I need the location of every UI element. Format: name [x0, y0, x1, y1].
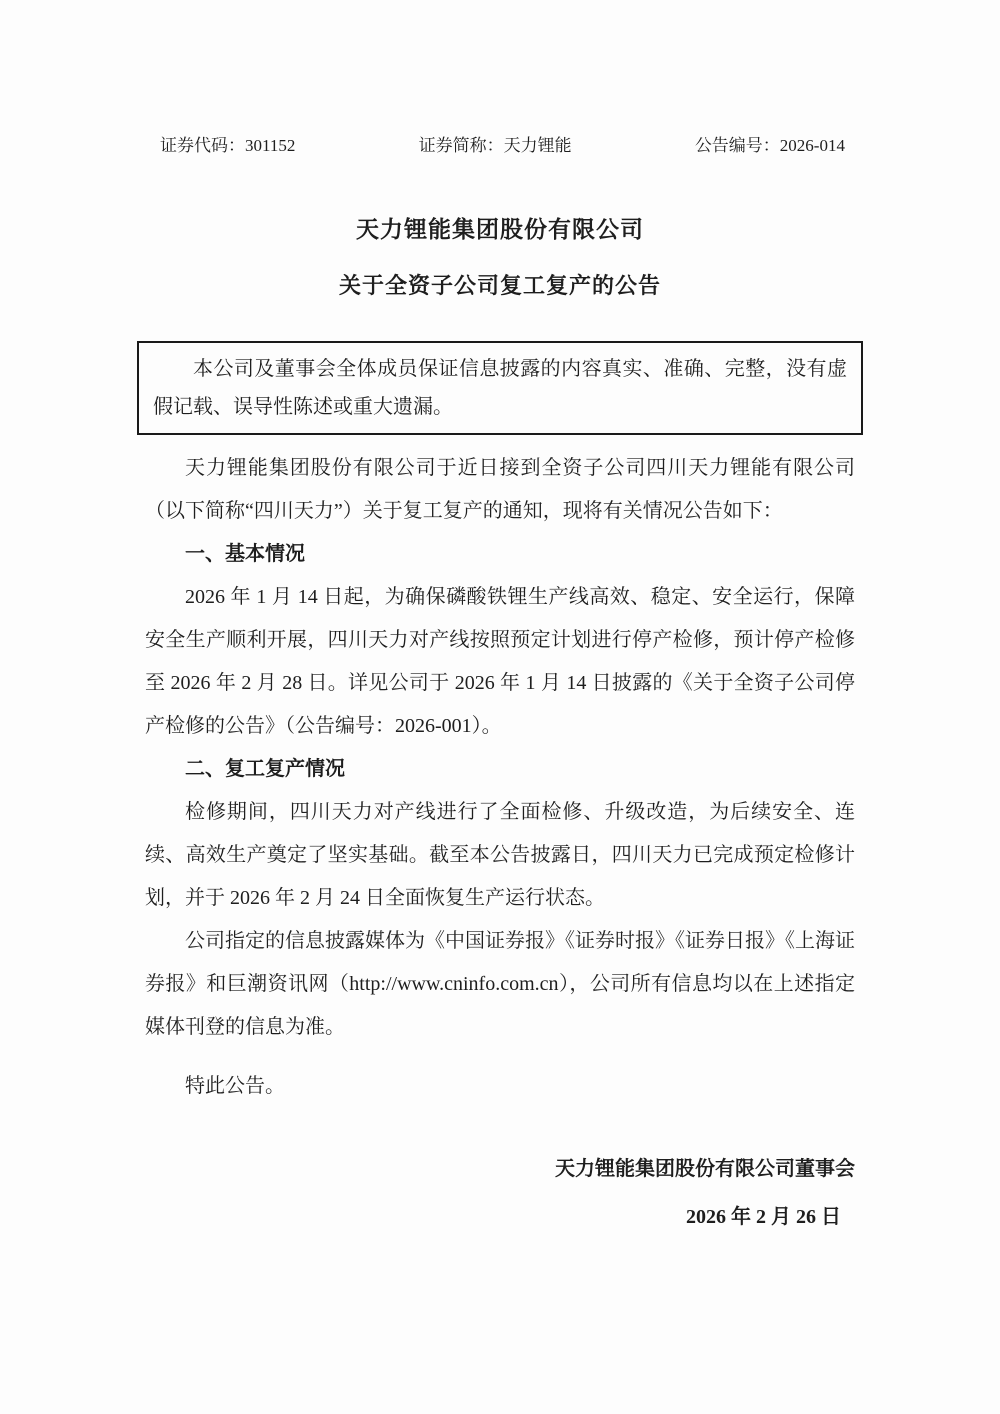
stock-code: 证券代码：301152 — [160, 136, 296, 155]
announcement-number: 公告编号：2026-014 — [694, 136, 845, 155]
document-header — [145, 135, 855, 157]
page-title: 天力锂能集团股份有限公司 — [356, 217, 644, 242]
section-1-paragraph: 2026 年 1 月 14 日起，为确保磷酸铁锂生产线高效、稳定、安全运行，保障安全生产顺利开展，四川天力对产线按照预定计划进行停产检修，预计停产检修至 2026 年 2 月 28 日。详见公司于 2026 年 1 月 14 日披露的《关于全资子公司停产检修的公告》（公告编号：2026-001）。 — [145, 586, 855, 737]
closing-statement: 特此公告。 — [185, 1075, 285, 1097]
page-subtitle: 关于全资子公司复工复产的公告 — [338, 273, 661, 298]
disclaimer-box — [137, 341, 863, 435]
intro-paragraph: 天力锂能集团股份有限公司于近日接到全资子公司四川天力锂能有限公司（以下简称“四川天力”）关于复工复产的通知，现将有关情况公告如下： — [145, 457, 855, 522]
section-1-heading: 一、基本情况 — [185, 543, 305, 565]
signature-date: 2026 年 2 月 26 日 — [686, 1206, 841, 1228]
section-2-heading: 二、复工复产情况 — [185, 758, 345, 780]
section-2-paragraph-1: 检修期间，四川天力对产线进行了全面检修、升级改造，为后续安全、连续、高效生产奠定了坚实基础。截至本公告披露日，四川天力已完成预定检修计划，并于 2026 年 2 月 24 日全面恢复生产运行状态。 — [145, 801, 855, 909]
signature-block — [145, 1148, 855, 1239]
signature-company: 天力锂能集团股份有限公司董事会 — [555, 1158, 855, 1180]
document-body — [145, 447, 855, 1108]
disclaimer-text: 本公司及董事会全体成员保证信息披露的内容真实、准确、完整，没有虚假记载、误导性陈述或重大遗漏。 — [153, 358, 847, 418]
stock-abbreviation: 证券简称：天力锂能 — [418, 136, 572, 155]
section-2-paragraph-2: 公司指定的信息披露媒体为《中国证券报》《证券时报》《证券日报》《上海证券报》和巨潮资讯网（http://www.cninfo.com.cn），公司所有信息均以在上述指定媒体刊登的信息为准。 — [145, 930, 855, 1038]
